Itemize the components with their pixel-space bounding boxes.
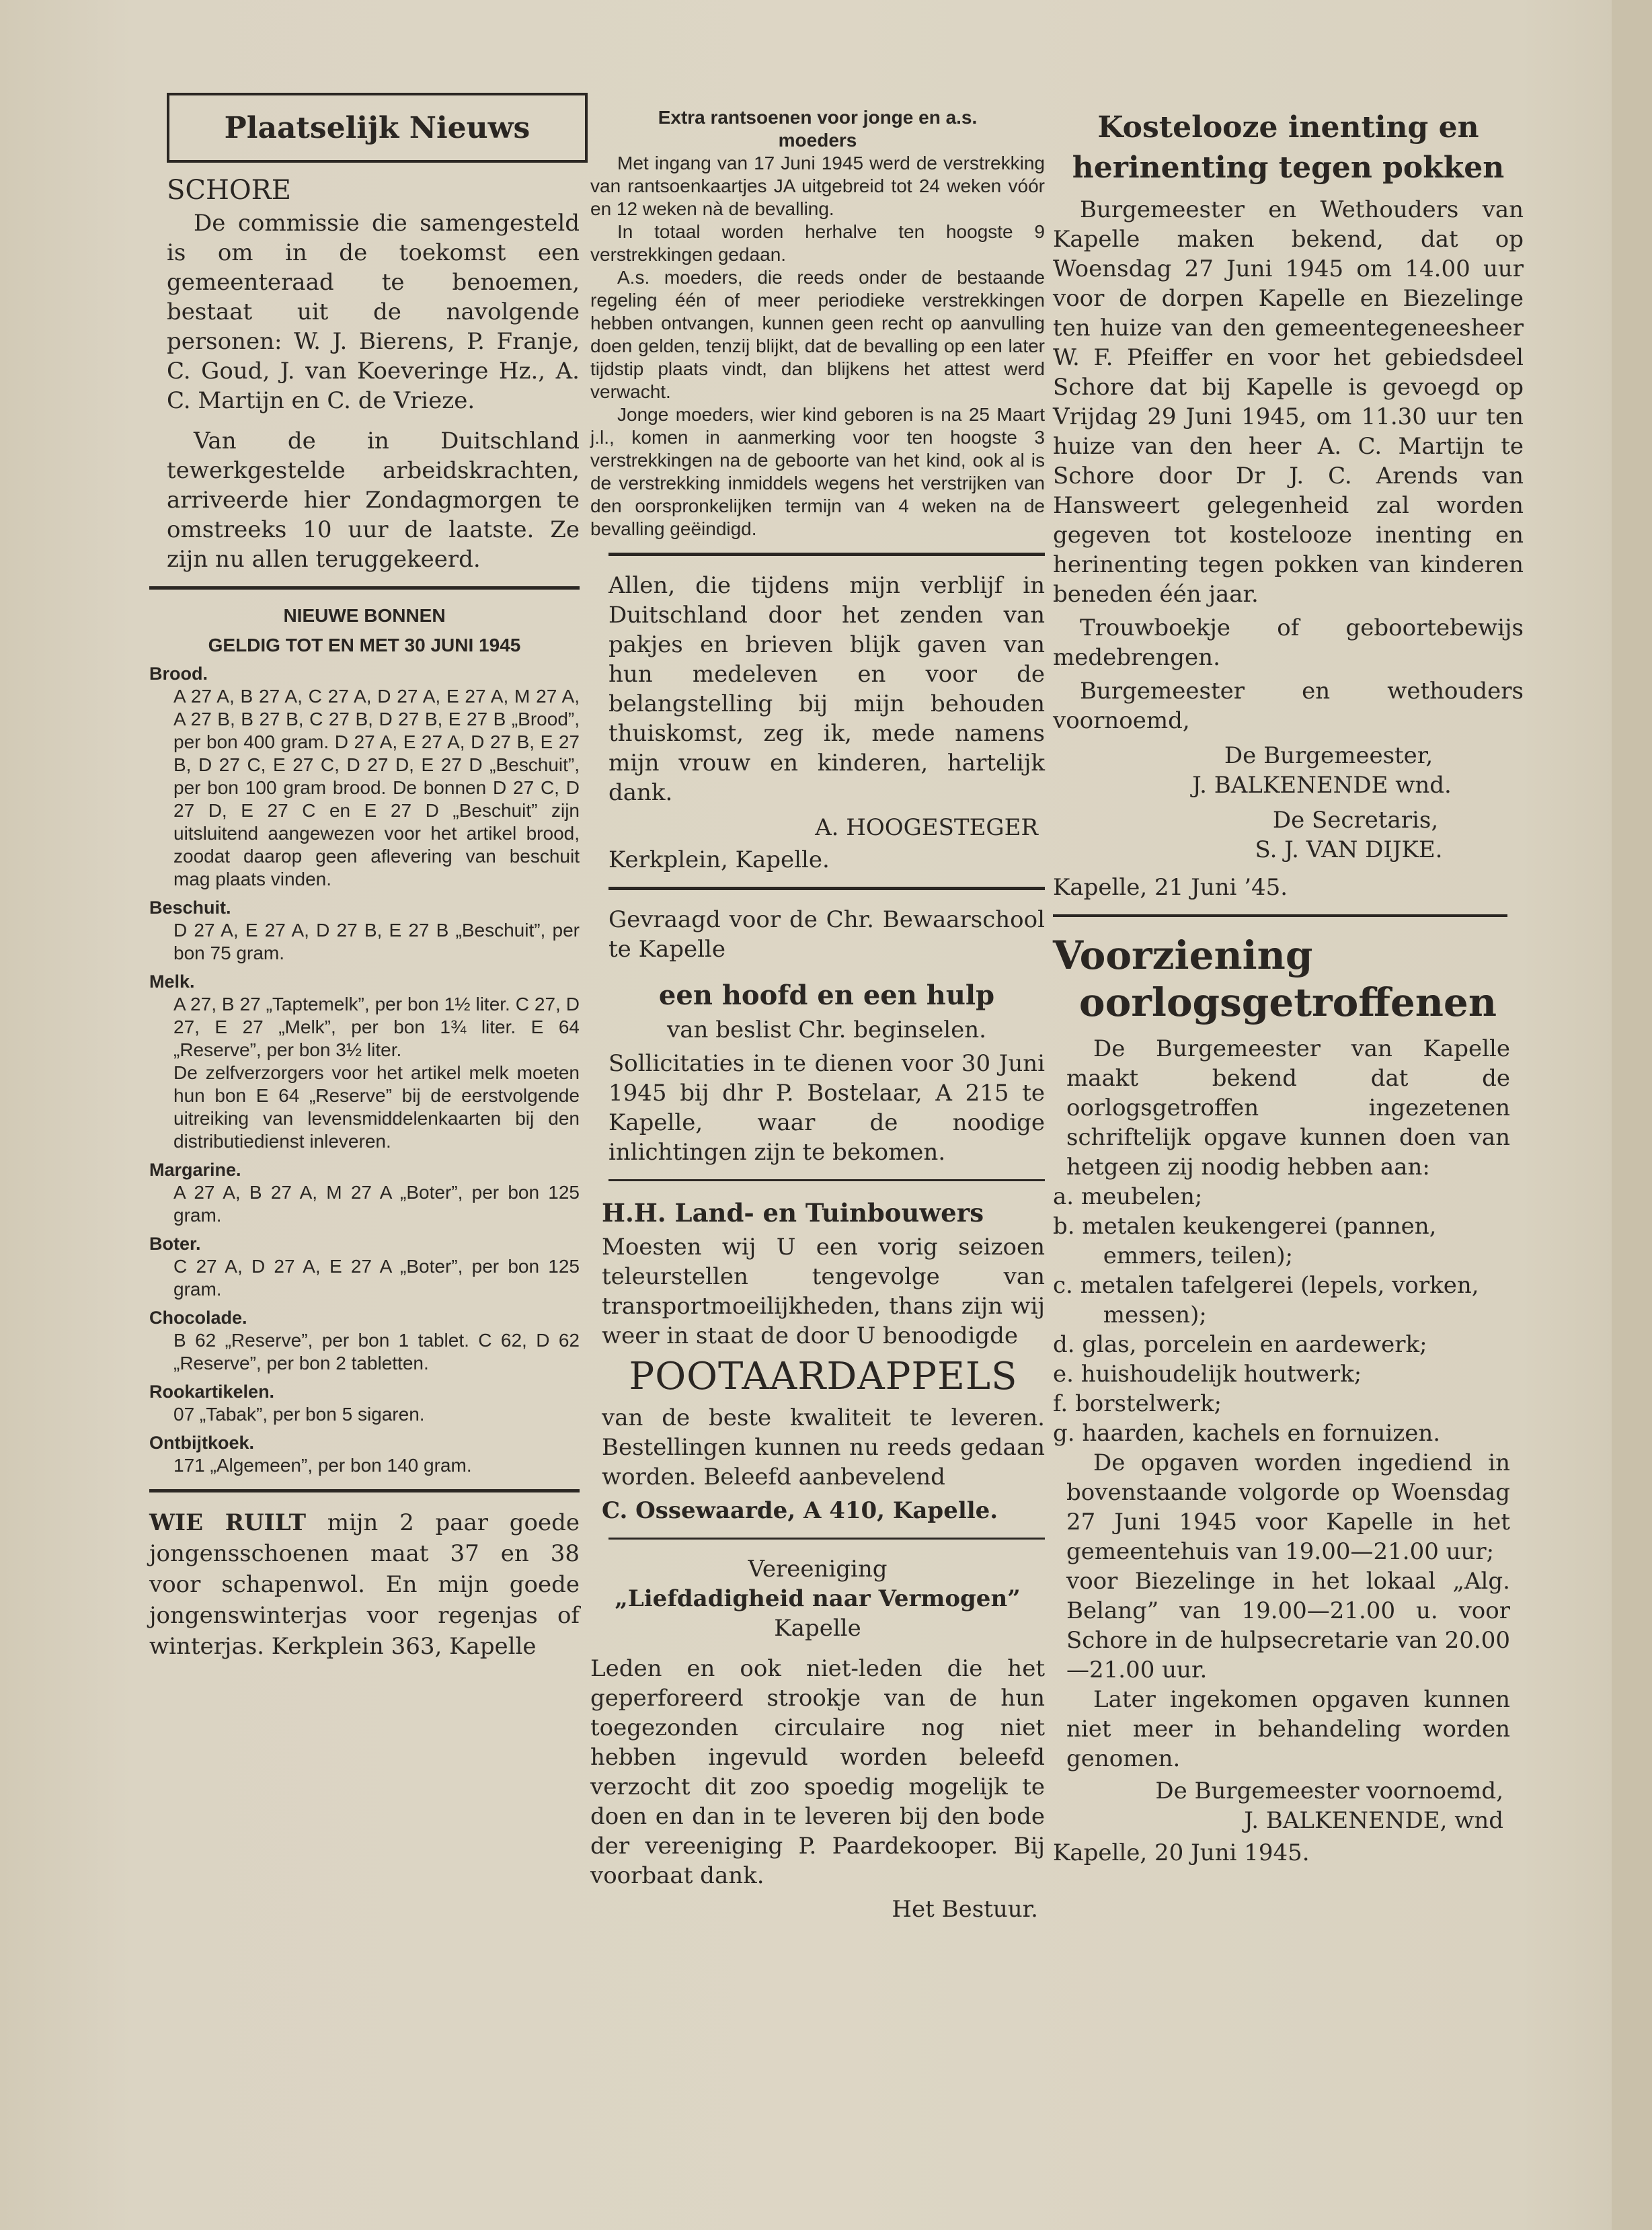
- vereeniging-text: Leden en ook niet-leden die het geperforeerd strookje van de hun toegezonden circulaire nog niet hebben ingevuld worden beleefd verzocht dit zoo spoedig mogelijk te doen en dan in te leveren bij den bode der vereeniging P. Paardekooper. Bij voorbaat dank.: [590, 1655, 1045, 1889]
- voorziening-text-2: De opgaven worden ingediend in bovenstaande volgorde op Woensdag 27 Juni 1945 voor Kapelle in het gemeentehuis van 19.00—21.00 uur;: [1066, 1449, 1510, 1565]
- pokken-signature: S. J. VAN DIJKE.: [1255, 836, 1443, 863]
- bonnen-text: A 27 A, B 27 A, M 27 A „Boter”, per bon 125 gram.: [173, 1182, 580, 1226]
- divider: [608, 1179, 1045, 1181]
- page-edge: [1612, 0, 1652, 2230]
- plaatselijk-nieuws-title: Plaatselijk Nieuws: [167, 93, 588, 163]
- pootaardappels-ad: [590, 1196, 1045, 1525]
- vereeniging-line-1: Vereeniging: [748, 1556, 888, 1583]
- thanks-name: A. HOOGESTEGER: [815, 814, 1038, 841]
- bonnen-text: De zelfverzorgers voor het artikel melk moeten hun bon E 64 „Reserve” bij de eerstvolgende uitreiking van levensmiddelenkaarten bij den distributiedienst inleveren.: [173, 1062, 580, 1152]
- land-text: Moesten wij U een vorig seizoen teleurstellen tengevolge van transportmoeilijkheden, thans zijn wij weer in staat de door U benoodigde: [602, 1234, 1045, 1349]
- voorziening-title-2: oorlogsgetroffenen: [1078, 980, 1497, 1025]
- wanted-text: Sollicitaties in te dienen voor 30 Juni 1945 bij dhr P. Bostelaar, A 215 te Kapelle, waar de noodige inlichtingen zijn te bekomen.: [608, 1050, 1045, 1166]
- bewaarschool-ad: [590, 905, 1045, 1167]
- ruilt-lead: WIE RUILT: [149, 1509, 307, 1536]
- bonnen-heading: Brood.: [149, 664, 208, 684]
- schore-paragraph-1: De commissie die samengesteld is om in de toekomst een gemeenteraad te benoemen, bestaat uit de navolgende personen: W. J. Bierens, P. Franje, C. Goud, J. van Koeveringe Hz., A. C. Martijn en C. de Vrieze.: [167, 210, 580, 414]
- left-column: [149, 93, 580, 1662]
- bonnen-text: C 27 A, D 27 A, E 27 A „Boter”, per bon 125 gram.: [173, 1256, 580, 1300]
- bonnen-heading: Melk.: [149, 971, 195, 992]
- divider: [149, 586, 580, 590]
- extra-paragraph: In totaal worden herhalve ten hoogste 9 verstrekkingen gedaan.: [590, 221, 1045, 265]
- wanted-sub: van beslist Chr. beginselen.: [667, 1017, 986, 1043]
- pokken-title: Kostelooze inenting en herinenting tegen pokken: [1072, 110, 1505, 185]
- land-signature: C. Ossewaarde, A 410, Kapelle.: [602, 1497, 998, 1524]
- bonnen-text: D 27 A, E 27 A, D 27 B, E 27 B „Beschuit”, per bon 75 gram.: [173, 920, 580, 963]
- pootaardappels-heading: POOTAARDAPPELS: [629, 1355, 1018, 1398]
- voorziening-title-1: Voorziening: [1053, 932, 1313, 978]
- right-column: [1053, 108, 1524, 1868]
- extra-rantsoenen-article: [590, 106, 1045, 541]
- bonnen-heading: Boter.: [149, 1234, 201, 1254]
- thanks-ad: [590, 571, 1045, 875]
- list-item: d. glas, porcelein en aardewerk;: [1053, 1331, 1427, 1358]
- divider: [608, 553, 1045, 556]
- voorziening-text: De Burgemeester van Kapelle maakt bekend dat de oorlogsgetroffen ingezetenen schriftelijk opgave kunnen doen van hetgeen zij noodig hebben aan:: [1066, 1035, 1510, 1181]
- thanks-text: Allen, die tijdens mijn verblijf in Duitschland door het zenden van pakjes en brieven blijk gaven van hun medeleven en voor de belangstelling bij mijn behouden thuiskomst, zeg ik, mede namens mijn vrouw en kinderen, hartelijk dank.: [608, 572, 1045, 806]
- pokken-text-3: Burgemeester en wethouders voornoemd,: [1053, 678, 1524, 734]
- list-item: f. borstelwerk;: [1053, 1390, 1222, 1417]
- bonnen-heading: Ontbijtkoek.: [149, 1433, 255, 1453]
- wanted-title: een hoofd en een hulp: [658, 980, 995, 1011]
- pokken-text: Burgemeester en Wethouders van Kapelle maken bekend, dat op Woensdag 27 Juni 1945 om 14.00 uur voor de dorpen Kapelle en Biezelinge ten huize van den gemeentegeneesheer W. F. Pfeiffer en voor het gebiedsdeel Schore dat bij Kapelle is gevoegd op Vrijdag 29 Juni 1945, om 11.30 uur ten huize van den heer A. C. Martijn te Schore door Dr J. C. Arends van Hansweert gelegenheid zal worden gegeven tot kostelooze inenting en herinenting tegen pokken van kinderen beneden één jaar.: [1053, 196, 1524, 608]
- land-text-2: van de beste kwaliteit te leveren. Bestellingen kunnen nu reeds gedaan worden. Beleefd aanbevelend: [602, 1404, 1045, 1490]
- bonnen-title: NIEUWE BONNEN: [283, 605, 446, 626]
- bonnen-text: 07 „Tabak”, per bon 5 sigaren.: [173, 1404, 425, 1425]
- extra-paragraph: A.s. moeders, die reeds onder de bestaande regeling één of meer periodieke verstrekkingen hebben ontvangen, kunnen geen recht op aanvulling doen gelden, tenzij blijkt, dat de bevalling op een later tijdstip plaats vindt, dan blijkens het attest werd verwacht.: [590, 267, 1045, 402]
- extra-paragraph: Jonge moeders, wier kind geboren is na 25 Maart j.l., komen in aanmerking voor ten hoogste 3 verstrekkingen na de geboorte van het kind, ook al is de verstrekking inmiddels wegens het verstrijken van den oorspronkelijken termijn van 4 weken na de bevalling geëindigd.: [590, 404, 1045, 539]
- bonnen-heading: Chocolade.: [149, 1308, 247, 1328]
- thanks-address: Kerkplein, Kapelle.: [608, 846, 830, 873]
- divider: [149, 1489, 580, 1492]
- pokken-signature: J. BALKENENDE wnd.: [1192, 772, 1452, 799]
- voorziening-signature: De Burgemeester voornoemd,: [1155, 1778, 1503, 1804]
- list-item: e. huishoudelijk houtwerk;: [1053, 1361, 1362, 1388]
- voorziening-signature: J. BALKENENDE, wnd: [1244, 1807, 1503, 1834]
- pokken-date: Kapelle, 21 Juni ’45.: [1053, 874, 1288, 901]
- divider: [608, 1538, 1045, 1540]
- pokken-signature: De Secretaris,: [1272, 807, 1439, 834]
- bonnen-text: 171 „Algemeen”, per bon 140 gram.: [173, 1455, 472, 1476]
- vereeniging-ad: [590, 1554, 1045, 1924]
- voorziening-text-4: Later ingekomen opgaven kunnen niet meer in behandeling worden genomen.: [1066, 1686, 1510, 1772]
- schore-article: [149, 172, 580, 574]
- list-item: b. metalen keukengerei (pannen, emmers, teilen);: [1053, 1213, 1437, 1269]
- divider: [1053, 914, 1507, 917]
- voorziening-article: [1053, 932, 1524, 1868]
- extra-paragraph: Met ingang van 17 Juni 1945 werd de verstrekking van rantsoenkaartjes JA uitgebreid tot 24 weken vóór en 12 weken nà de bevalling.: [590, 153, 1045, 219]
- divider: [608, 887, 1045, 890]
- land-title: H.H. Land- en Tuinbouwers: [602, 1198, 984, 1228]
- vereeniging-signature: Het Bestuur.: [892, 1896, 1038, 1923]
- vereeniging-line-2: „Liefdadigheid naar Vermogen”: [615, 1585, 1021, 1612]
- pokken-signature: De Burgemeester,: [1224, 742, 1433, 769]
- wie-ruilt-ad: [149, 1507, 580, 1662]
- vereeniging-line-3: Kapelle: [774, 1615, 861, 1642]
- schore-heading: SCHORE: [167, 175, 291, 206]
- ruilt-text: mijn 2 paar goede jongensschoenen maat 37 en 38 voor schapenwol. En mijn goede jongenswinterjas voor regenjas of winterjas. Kerkplein 363, Kapelle: [149, 1509, 580, 1660]
- bonnen-heading: Margarine.: [149, 1160, 241, 1180]
- middle-column: [590, 106, 1045, 1924]
- schore-paragraph-2: Van de in Duitschland tewerkgestelde arbeidskrachten, arriveerde hier Zondagmorgen te omstreeks 10 uur de laatste. Ze zijn nu allen teruggekeerd.: [167, 428, 580, 573]
- voorziening-text-3: voor Biezelinge in het lokaal „Alg. Belang” van 19.00—21.00 u. voor Schore in de hulpsecretarie van 20.00—21.00 uur.: [1066, 1568, 1510, 1683]
- bonnen-text: B 62 „Reserve”, per bon 1 tablet. C 62, D 62 „Reserve”, per bon 2 tabletten.: [173, 1330, 580, 1373]
- bonnen-subtitle: GELDIG TOT EN MET 30 JUNI 1945: [208, 635, 521, 655]
- wanted-intro: Gevraagd voor de Chr. Bewaarschool te Kapelle: [608, 906, 1045, 963]
- nieuwe-bonnen-article: [149, 604, 580, 1477]
- list-item: g. haarden, kachels en fornuizen.: [1053, 1420, 1441, 1447]
- bonnen-heading: Rookartikelen.: [149, 1382, 275, 1402]
- extra-title: Extra rantsoenen voor jonge en a.s. moeders: [658, 107, 978, 151]
- bonnen-text: A 27, B 27 „Taptemelk”, per bon 1½ liter. C 27, D 27, E 27 „Melk”, per bon 1¾ liter. E 64 „Reserve”, per bon 3½ liter.: [173, 994, 580, 1060]
- voorziening-list: [1053, 1182, 1524, 1448]
- list-item: a. meubelen;: [1053, 1183, 1203, 1210]
- bonnen-text: A 27 A, B 27 A, C 27 A, D 27 A, E 27 A, M 27 A, A 27 B, B 27 B, C 27 B, D 27 B, E 27 B „Brood”, per bon 400 gram. D 27 A, E 27 A, D 27 B, E 27 B, D 27 C, E 27 C, D 27 D, E 27 D „Beschuit”, per bon 100 gram brood. De bonnen D 27 C, D 27 D, E 27 C en E 27 D „Beschuit” zijn uitsluitend aangewezen voor het artikel brood, zoodat daarop geen aflevering van beschuit mag plaats vinden.: [173, 686, 580, 889]
- pokken-text-2: Trouwboekje of geboortebewijs medebrengen.: [1053, 614, 1524, 671]
- list-item: c. metalen tafelgerei (lepels, vorken, messen);: [1053, 1272, 1479, 1328]
- voorziening-date: Kapelle, 20 Juni 1945.: [1053, 1839, 1310, 1866]
- pokken-article: [1053, 108, 1524, 902]
- bonnen-heading: Beschuit.: [149, 898, 231, 918]
